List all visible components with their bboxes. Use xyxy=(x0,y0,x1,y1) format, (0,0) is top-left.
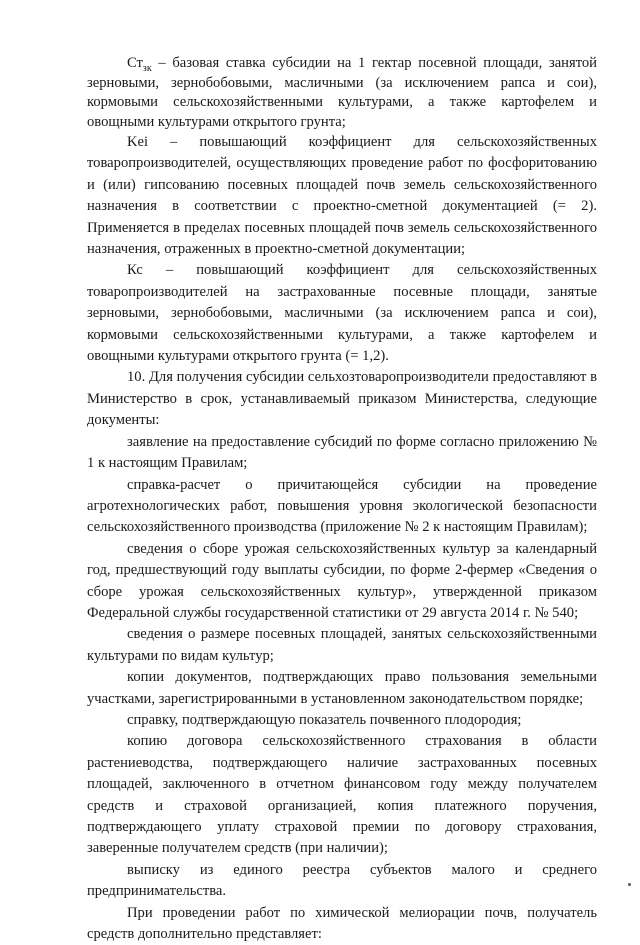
paragraph-kc: Кс – повышающий коэффициент для сельскохозяйственных товаропроизводителей на застрахованные посевные площади, занятые зерновыми, зернобобовыми, масличными (за исключением рапса и сои), кормовыми сельскохозяйственными культурами, а также картофелем и овощными культурами открытого грунта (= 1,2). xyxy=(87,262,597,365)
paragraph-base-rate xyxy=(87,54,597,132)
document-body xyxy=(87,54,597,945)
paragraph-chemical: При проведении работ по химической мелиорации почв, получатель средств дополнительно представляет: xyxy=(87,904,597,943)
scan-dot xyxy=(628,883,631,886)
paragraph-item-10: 10. Для получения субсидии сельхозтоваропроизводители предоставляют в Министерство в срок, устанавливаемый приказом Министерства, следующие документы: xyxy=(87,369,597,429)
paragraph-text: – базовая ставка субсидии на 1 гектар посевной площади, занятой зерновыми, зернобобовыми, масличными (за исключением рапса и сои), кормовыми сельскохозяйственными культурами, а также картофелем и овощными культурами открытого грунта; xyxy=(87,55,597,130)
variable-subscript: зк xyxy=(142,62,152,74)
paragraph-land-rights: копии документов, подтверждающих право пользования земельными участками, зарегистрированными в установленном законодательством порядке; xyxy=(87,669,597,707)
paragraph-insurance: копию договора сельскохозяйственного страхования в области растениеводства, подтверждающего наличие застрахованных посевных площадей, заключенного в отчетном финансовом году между получателем средств и страховой организацией, копия платежного поручения, подтверждающего уплату страховой премии по договору страхования, заверенные получателем средств (при наличии); xyxy=(87,733,597,857)
paragraph-calculation: справка-расчет о причитающейся субсидии на проведение агротехнологических работ, повышения уровня экологической безопасности сельскохозяйственного производства (приложение № 2 к настоящим Правилам); xyxy=(87,476,597,536)
paragraph-fertility: справку, подтверждающую показатель почвенного плодородия; xyxy=(127,711,522,728)
paragraph-application: заявление на предоставление субсидий по форме согласно приложению № 1 к настоящим Правилам; xyxy=(87,433,597,472)
paragraph-registry: выписку из единого реестра субъектов малого и среднего предпринимательства. xyxy=(87,861,597,900)
paragraph-harvest: сведения о сборе урожая сельскохозяйственных культур за календарный год, предшествующий году выплаты субсидии, по форме 2-фермер «Сведения о сборе урожая сельскохозяйственных культур», утвержденной приказом Федеральной службы государственной статистики от 29 августа 2014 г. № 540; xyxy=(87,540,597,621)
paragraph-kei: Kei – повышающий коэффициент для сельскохозяйственных товаропроизводителей, осуществляющих проведение работ по фосфоритованию и (или) гипсованию посевных площадей почв земель сельскохозяйственного назначения в соответствии с проектно-сметной документацией (= 2). Применяется в пределах посевных площадей почв земель сельскохозяйственного назначения, отраженных в проектно-сметной документации; xyxy=(87,134,597,258)
paragraph-areas: сведения о размере посевных площадей, занятых сельскохозяйственными культурами по видам культур; xyxy=(87,626,597,664)
variable-symbol: Ст xyxy=(127,55,143,71)
